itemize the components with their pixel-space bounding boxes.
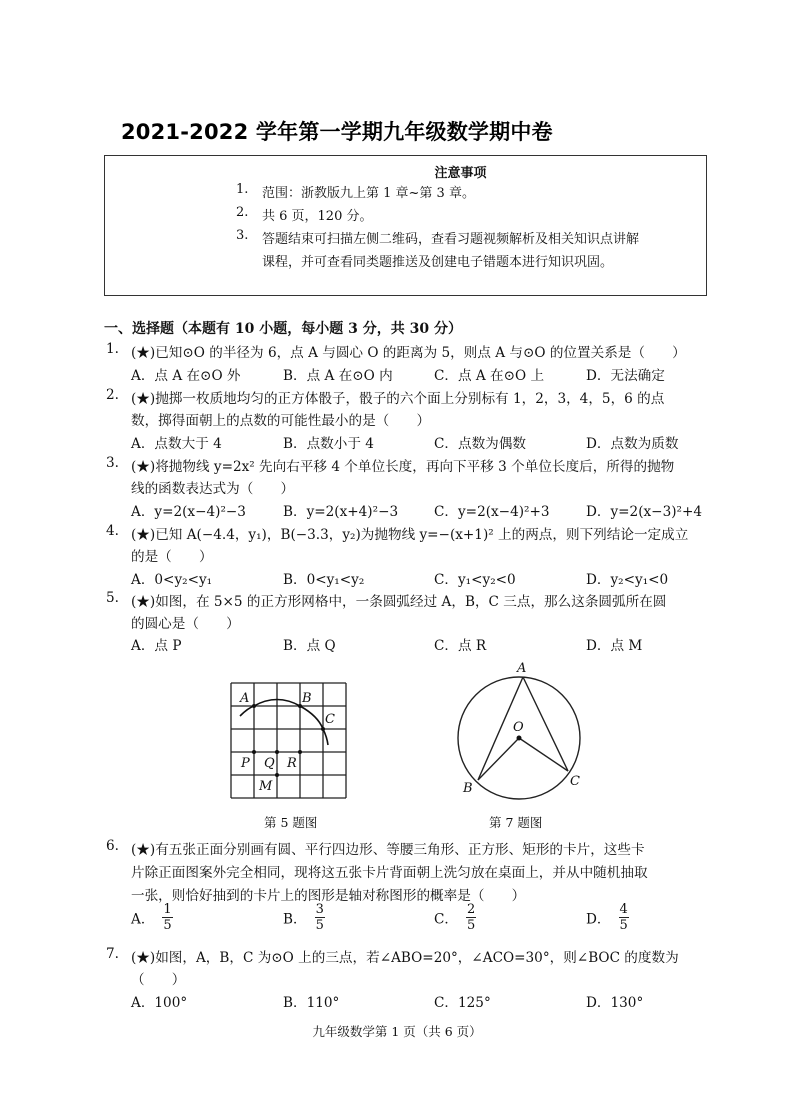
option-c	[434, 902, 476, 933]
option-label: B．	[283, 911, 307, 928]
figure-7-circle-diagram	[445, 655, 605, 805]
option-b: B．点 Q	[283, 638, 336, 654]
question-text: (★)已知 A(−4.4，y₁)，B(−3.3，y₂)为抛物线 y=−(x+1)² 上的两点，则下列结论一定成立	[131, 527, 689, 543]
option-b: B．110°	[283, 995, 340, 1011]
question-text-continued: 的是（ ）	[131, 549, 213, 565]
question-number: 5.	[106, 590, 119, 606]
option-c: C．点 R	[434, 638, 487, 654]
question-number: 1.	[106, 341, 119, 357]
figure-7-caption: 第 7 题图	[489, 815, 543, 830]
question-text-continued: 数，掷得面朝上的点数的可能性最小的是（ ）	[131, 413, 431, 429]
question-text-continued: （ ）	[131, 972, 186, 988]
option-label: C．	[434, 911, 458, 928]
notice-item-text: 答题结束可扫描左侧二维码，查看习题视频解析及相关知识点讲解	[262, 232, 640, 247]
question-text-continued: 片除正面图案外完全相同，现将这五张卡片背面朝上洗匀放在桌面上，并从中随机抽取	[131, 865, 648, 881]
svg-text:B: B	[302, 691, 312, 706]
figure-5-grid-diagram	[220, 668, 370, 808]
notice-item-text: 共 6 页，120 分。	[262, 209, 373, 224]
option-c: C．125°	[434, 995, 491, 1011]
option-a: A．点 A 在⊙O 外	[131, 368, 241, 384]
question-text-continued: 一张，则恰好抽到的卡片上的图形是轴对称图形的概率是（ ）	[131, 888, 526, 904]
notice-item-number: 2.	[236, 205, 249, 220]
fraction: $\frac{4}{5}$	[619, 902, 628, 933]
option-a	[131, 902, 173, 933]
option-a: A．0<y₂<y₁	[131, 572, 213, 588]
option-label: D．	[586, 911, 611, 928]
svg-text:A: A	[517, 661, 527, 676]
option-a: A．点 P	[131, 638, 182, 654]
question-text: (★)将抛物线 y=2x² 先向右平移 4 个单位长度，再向下平移 3 个单位长度后，所得的抛物	[131, 459, 675, 475]
option-d: D．130°	[586, 995, 644, 1011]
notice-item-text: 范围：浙教版九上第 1 章~第 3 章。	[262, 186, 475, 201]
option-b	[283, 902, 325, 933]
question-number: 7.	[106, 946, 119, 962]
page-footer: 九年级数学第 1 页（共 6 页）	[312, 1024, 482, 1039]
option-label: A．	[131, 911, 155, 928]
svg-text:O: O	[513, 720, 524, 735]
fraction: $\frac{1}{5}$	[163, 902, 172, 933]
option-d: D．y₂<y₁<0	[586, 572, 669, 588]
question-number: 6.	[106, 838, 119, 854]
option-b: B．0<y₁<y₂	[283, 572, 365, 588]
svg-text:A: A	[240, 691, 250, 706]
option-d: D．点数为质数	[586, 436, 679, 452]
option-d	[586, 902, 629, 933]
question-number: 4.	[106, 523, 119, 539]
option-b: B．点 A 在⊙O 内	[283, 368, 393, 384]
question-text-continued: 的圆心是（ ）	[131, 616, 240, 632]
option-a: A．100°	[131, 995, 188, 1011]
notice-heading: 注意事项	[434, 166, 487, 181]
fraction: $\frac{2}{5}$	[467, 902, 476, 933]
question-text: (★)已知⊙O 的半径为 6，点 A 与圆心 O 的距离为 5，则点 A 与⊙O 的位置关系是（ ）	[131, 345, 686, 361]
question-text-continued: 线的函数表达式为（ ）	[131, 481, 295, 497]
section-heading: 一、选择题（本题有 10 小题，每小题 3 分，共 30 分）	[104, 321, 462, 337]
option-a: A．y=2(x−4)²−3	[131, 504, 246, 520]
option-d: D．无法确定	[586, 368, 665, 384]
question-number: 3.	[106, 455, 119, 471]
notice-item-number: 3.	[236, 228, 249, 243]
option-c: C．y₁<y₂<0	[434, 572, 516, 588]
option-d: D．y=2(x−3)²+4	[586, 504, 703, 520]
svg-text:Q: Q	[264, 756, 275, 771]
svg-text:M: M	[259, 779, 273, 794]
question-text: (★)如图，在 5×5 的正方形网格中，一条圆弧经过 A，B，C 三点，那么这条圆弧所在圆	[131, 594, 667, 610]
option-c: C．y=2(x−4)²+3	[434, 504, 550, 520]
fraction: $\frac{3}{5}$	[315, 902, 324, 933]
question-text: (★)有五张正面分别画有圆、平行四边形、等腰三角形、正方形、矩形的卡片，这些卡	[131, 842, 645, 858]
svg-text:C: C	[570, 774, 580, 789]
option-b: B．y=2(x+4)²−3	[283, 504, 399, 520]
question-number: 2.	[106, 387, 119, 403]
figure-5-caption: 第 5 题图	[264, 815, 318, 830]
svg-text:R: R	[287, 756, 297, 771]
svg-text:C: C	[325, 712, 335, 727]
question-text: (★)抛掷一枚质地均匀的正方体骰子，骰子的六个面上分别标有 1，2，3，4，5，6 的点	[131, 391, 665, 407]
notice-item-number: 1.	[236, 182, 249, 197]
svg-text:B: B	[463, 781, 473, 796]
question-text: (★)如图，A，B，C 为⊙O 上的三点，若∠ABO=20°，∠ACO=30°，则∠BOC 的度数为	[131, 950, 679, 966]
option-c: C．点 A 在⊙O 上	[434, 368, 545, 384]
option-b: B．点数小于 4	[283, 436, 374, 452]
option-c: C．点数为偶数	[434, 436, 526, 452]
option-d: D．点 M	[586, 638, 643, 654]
option-a: A．点数大于 4	[131, 436, 222, 452]
svg-text:P: P	[241, 756, 250, 771]
notice-box	[104, 155, 707, 296]
page-title: 2021-2022 学年第一学期九年级数学期中卷	[121, 120, 553, 144]
notice-item-text-continued: 课程，并可查看同类题推送及创建电子错题本进行知识巩固。	[262, 255, 614, 270]
